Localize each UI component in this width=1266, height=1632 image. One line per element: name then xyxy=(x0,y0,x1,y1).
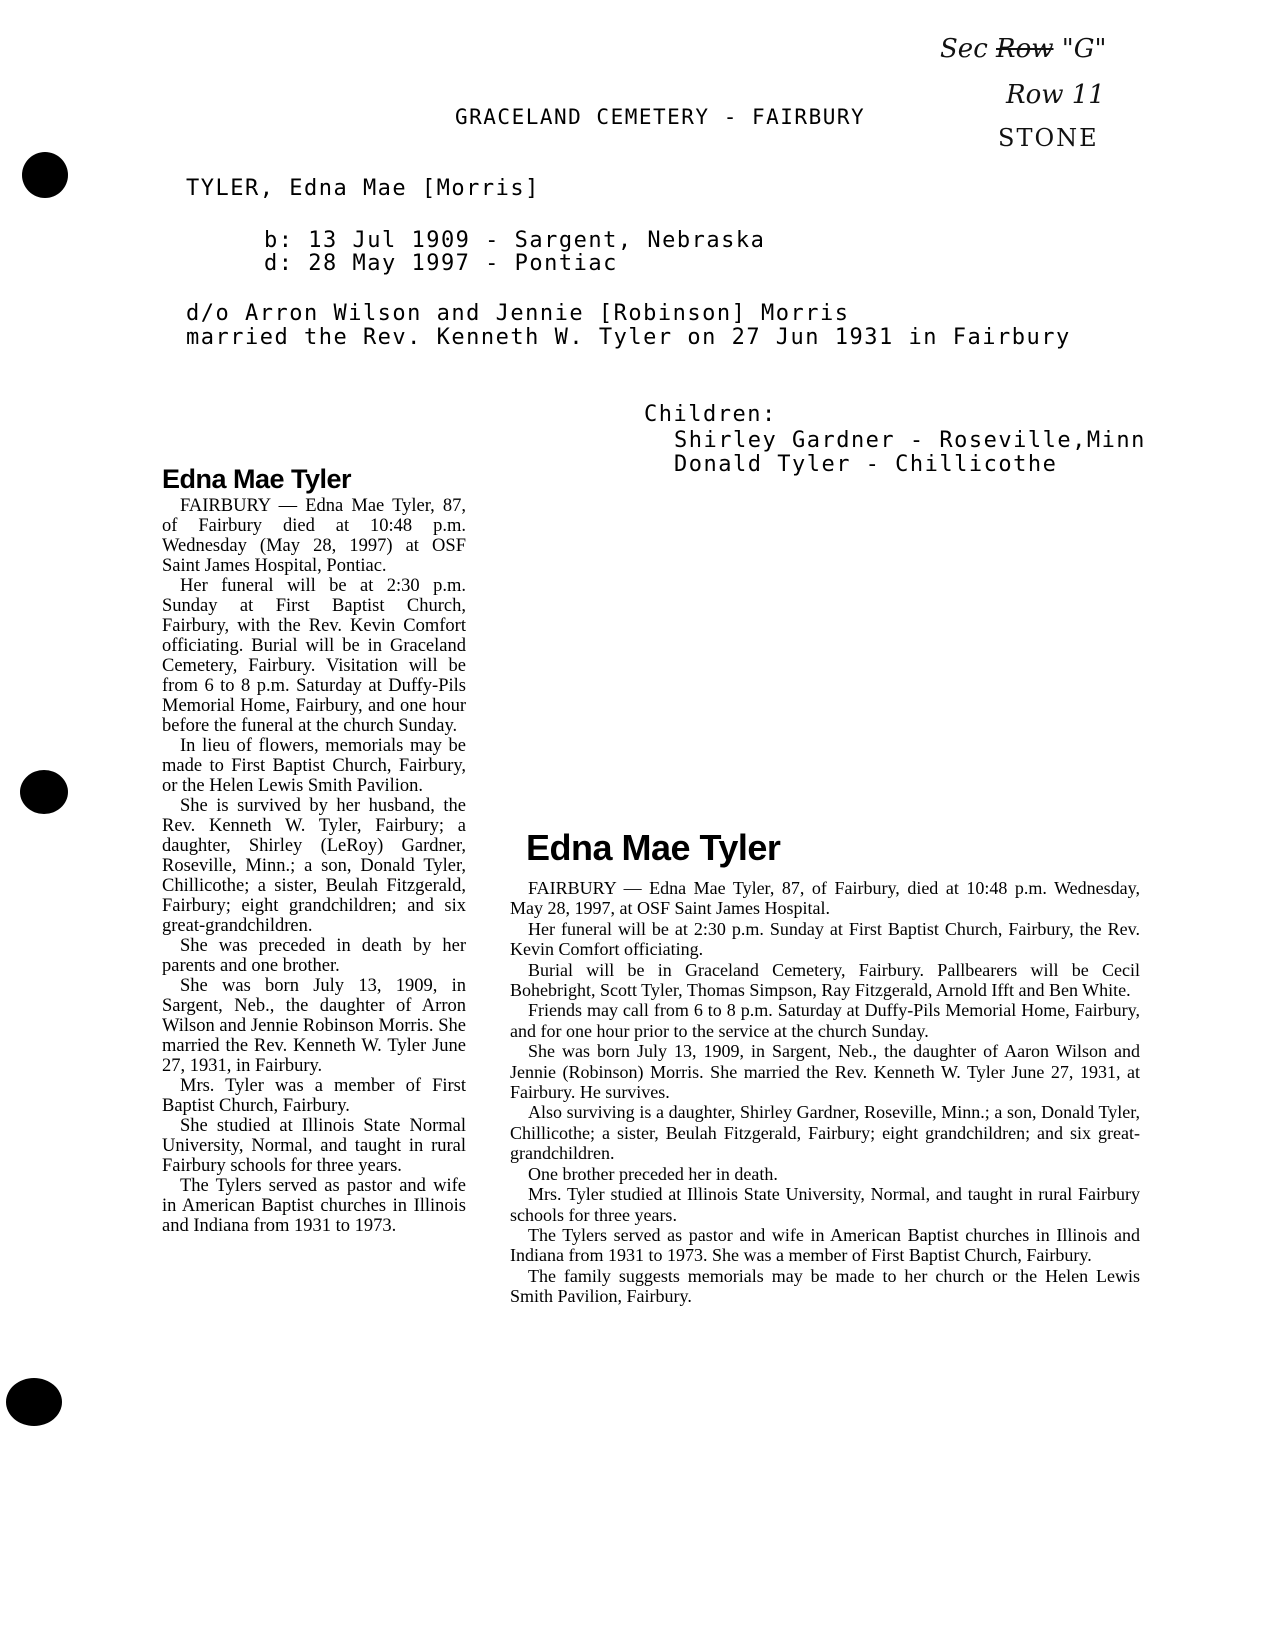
obituary-clipping-left xyxy=(162,464,466,1236)
obituary-paragraph: Burial will be in Graceland Cemetery, Fairbury. Pallbearers will be Cecil Bohebright, Scott Tyler, Thomas Simpson, Ray Fitzgerald, Arnold Ifft and Ben White. xyxy=(510,959,1140,1001)
child-item: Donald Tyler - Chillicothe xyxy=(674,452,1058,477)
obituary-paragraph: In lieu of flowers, memorials may be made to First Baptist Church, Fairbury, or the Helen Lewis Smith Pavilion. xyxy=(162,736,466,796)
record-name: TYLER, Edna Mae [Morris] xyxy=(186,176,540,201)
obituary-paragraph: She studied at Illinois State Normal University, Normal, and taught in rural Fairbury schools for three years. xyxy=(162,1116,466,1176)
obituary-paragraph: She was born July 13, 1909, in Sargent, Neb., the daughter of Arron Wilson and Jennie Robinson Morris. She married the Rev. Kenneth W. Tyler June 27, 1931, in Fairbury. xyxy=(162,976,466,1076)
handwritten-note xyxy=(940,34,1140,164)
obituary-paragraph: She is survived by her husband, the Rev. Kenneth W. Tyler, Fairbury; a daughter, Shirley (LeRoy) Gardner, Roseville, Minn.; a son, Donald Tyler, Chillicothe; a sister, Beulah Fitzgerald, Fairbury; eight grandchildren; and six great-grandchildren. xyxy=(162,796,466,936)
children-label: Children: xyxy=(644,402,777,427)
obituary-paragraph: She was born July 13, 1909, in Sargent, Neb., the daughter of Aaron Wilson and Jennie (Robinson) Morris. She married the Rev. Kenneth W. Tyler June 27, 1931, at Fairbury. He survives. xyxy=(510,1041,1140,1103)
handwritten-section-letter: "G" xyxy=(1061,34,1107,64)
handwritten-struck-word: Row xyxy=(996,34,1054,64)
handwritten-row: Row 11 xyxy=(1006,80,1105,110)
obituary-paragraph: The family suggests memorials may be made to her church or the Helen Lewis Smith Pavilion, Fairbury. xyxy=(510,1265,1140,1307)
obituary-body xyxy=(162,496,466,1236)
obituary-paragraph: Also surviving is a daughter, Shirley Gardner, Roseville, Minn.; a son, Donald Tyler, Chillicothe; a sister, Beulah Fitzgerald, Fairbury; eight grandchildren; and six great-grandchildren. xyxy=(510,1102,1140,1164)
punch-hole-top xyxy=(22,152,68,198)
punch-hole-bottom xyxy=(6,1378,62,1426)
handwritten-section-prefix: Sec xyxy=(940,34,988,64)
record-birth: b: 13 Jul 1909 - Sargent, Nebraska xyxy=(264,228,766,253)
obituary-paragraph: The Tylers served as pastor and wife in American Baptist churches in Illinois and Indiana from 1931 to 1973. She was a member of First Baptist Church, Fairbury. xyxy=(510,1224,1140,1266)
obituary-paragraph: She was preceded in death by her parents and one brother. xyxy=(162,936,466,976)
obituary-paragraph: Friends may call from 6 to 8 p.m. Saturday at Duffy-Pils Memorial Home, Fairbury, and for one hour prior to the service at the church Sunday. xyxy=(510,1000,1140,1041)
obituary-body xyxy=(510,878,1140,1307)
obituary-paragraph: Her funeral will be at 2:30 p.m. Sunday at First Baptist Church, Fairbury, with the Rev. Kevin Comfort officiating. Burial will be in Graceland Cemetery, Fairbury. Visitation will be from 6 to 8 p.m. Saturday at Duffy-Pils Memorial Home, Fairbury, and one hour before the funeral at the church Sunday. xyxy=(162,576,466,736)
obituary-paragraph: Her funeral will be at 2:30 p.m. Sunday at First Baptist Church, Fairbury, the Rev. Kevin Comfort officiating. xyxy=(510,918,1140,960)
punch-hole-middle xyxy=(20,770,68,814)
child-item: Shirley Gardner - Roseville,Minn xyxy=(674,428,1146,453)
obituary-paragraph: Mrs. Tyler studied at Illinois State University, Normal, and taught in rural Fairbury schools for three years. xyxy=(510,1184,1140,1225)
record-death: d: 28 May 1997 - Pontiac xyxy=(264,251,618,276)
page-title: GRACELAND CEMETERY - FAIRBURY xyxy=(455,105,866,129)
obituary-headline: Edna Mae Tyler xyxy=(162,464,352,494)
obituary-clipping-right xyxy=(510,828,1140,1307)
obituary-paragraph: FAIRBURY — Edna Mae Tyler, 87, of Fairbury died at 10:48 p.m. Wednesday (May 28, 1997) at OSF Saint James Hospital, Pontiac. xyxy=(162,496,466,576)
obituary-paragraph: Mrs. Tyler was a member of First Baptist Church, Fairbury. xyxy=(162,1076,466,1116)
handwritten-stone: STONE xyxy=(998,124,1099,152)
record-marriage: married the Rev. Kenneth W. Tyler on 27 Jun 1931 in Fairbury xyxy=(186,325,1071,350)
record-parents: d/o Arron Wilson and Jennie [Robinson] Morris xyxy=(186,301,850,326)
obituary-paragraph: The Tylers served as pastor and wife in American Baptist churches in Illinois and Indiana from 1931 to 1973. xyxy=(162,1176,466,1236)
obituary-paragraph: FAIRBURY — Edna Mae Tyler, 87, of Fairbury, died at 10:48 p.m. Wednesday, May 28, 1997, at OSF Saint James Hospital. xyxy=(510,878,1140,919)
obituary-paragraph: One brother preceded her in death. xyxy=(528,1163,778,1184)
obituary-headline: Edna Mae Tyler xyxy=(526,827,781,868)
